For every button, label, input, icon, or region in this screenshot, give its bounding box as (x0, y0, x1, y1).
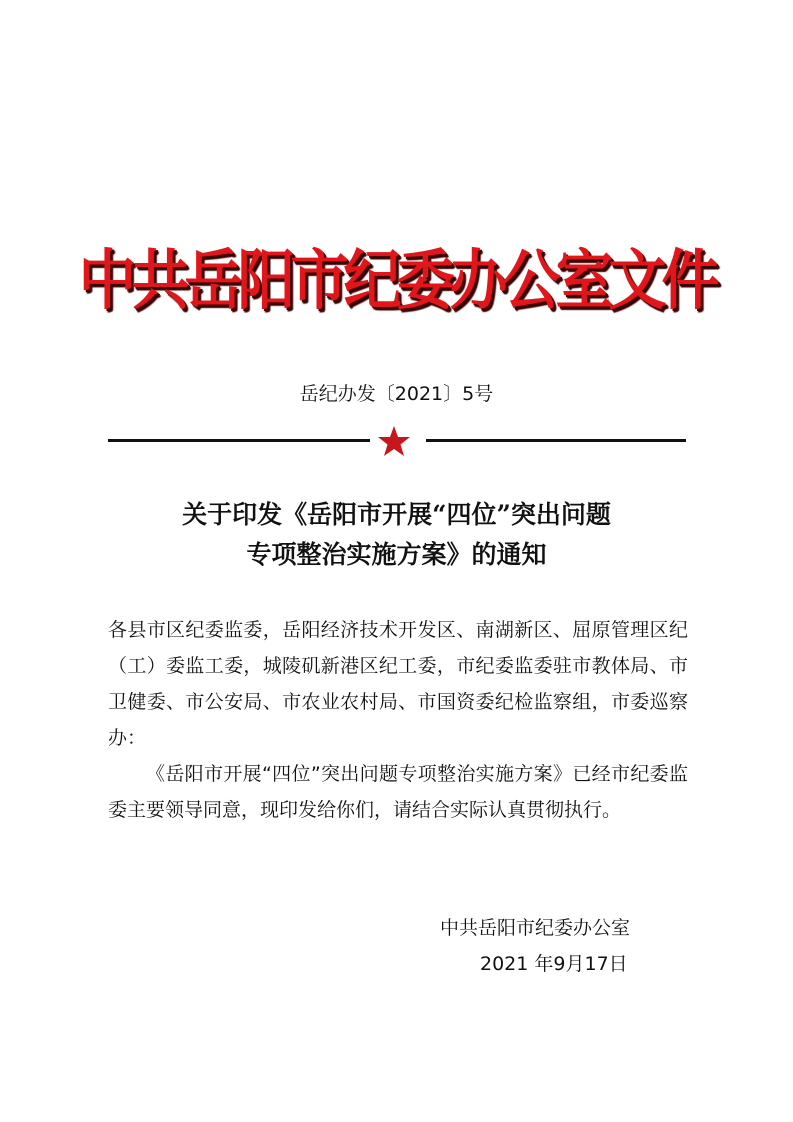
recipients-paragraph: 各县市区纪委监委，岳阳经济技术开发区、南湖新区、屈原管理区纪（工）委监工委，城陵矶新港区纪工委，市纪委监委驻市教体局、市卫健委、市公安局、市农业农村局、市国资委纪检监察组，市委巡察办： (108, 619, 688, 749)
document-title (60, 495, 733, 575)
signature-date: 2021 年9月17日 (480, 953, 628, 975)
document-number: 岳纪办发〔2021〕5号 (299, 383, 494, 405)
star-icon (377, 424, 411, 458)
content-paragraph: 《岳阳市开展“四位”突出问题专项整治实施方案》已经市纪委监委主要领导同意，现印发给你们，请结合实际认真贯彻执行。 (108, 763, 688, 821)
masthead-title: 中共岳阳市纪委办公室文件 (78, 241, 715, 319)
divider-line-right (426, 439, 686, 442)
divider-line-left (108, 439, 370, 442)
signature-block (420, 910, 690, 982)
signature-org: 中共岳阳市纪委办公室 (440, 917, 631, 939)
title-line-2: 专项整治实施方案》的通知 (246, 540, 547, 569)
title-line-1: 关于印发《岳阳市开展“四位”突出问题 (182, 500, 611, 529)
document-body (108, 612, 688, 828)
